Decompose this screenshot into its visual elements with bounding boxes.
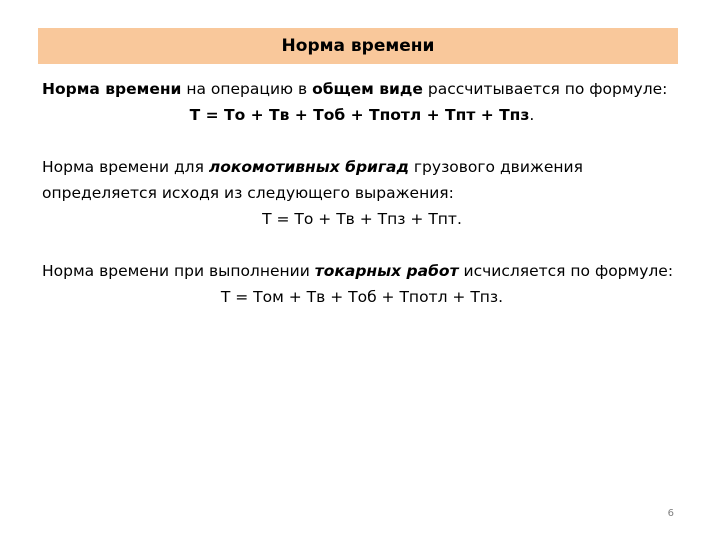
paragraph-general bbox=[42, 76, 682, 102]
term-general: общем виде bbox=[312, 80, 423, 98]
page-number: 6 bbox=[667, 508, 674, 519]
slide-content bbox=[42, 76, 682, 310]
text-segment: исчисляется по формуле: bbox=[458, 262, 674, 280]
formula-period: . bbox=[529, 106, 535, 124]
text-segment: Норма времени при выполнении bbox=[42, 262, 315, 280]
term-norm: Норма времени bbox=[42, 80, 182, 98]
spacer bbox=[42, 128, 682, 154]
page-title: Норма времени bbox=[281, 36, 435, 56]
formula-locomotive: Т = То + Тв + Тпз + Тпт. bbox=[262, 210, 462, 228]
formula-turning: Т = Том + Тв + Тоб + Тпотл + Тпз. bbox=[220, 288, 504, 306]
text-segment: грузового движения определяется исходя из следующего выражения: bbox=[42, 158, 583, 202]
paragraph-turning bbox=[42, 258, 682, 284]
formula-text: Т = То + Тв + Тоб + Тпотл + Тпт + Тпз bbox=[189, 106, 530, 124]
term-turning: токарных работ bbox=[314, 262, 459, 280]
paragraph-locomotive bbox=[42, 154, 682, 206]
text-segment: рассчитывается по формуле: bbox=[422, 80, 668, 98]
text-segment: Норма времени для bbox=[42, 158, 209, 176]
term-locomotive: локомотивных бригад bbox=[208, 158, 409, 176]
title-banner bbox=[38, 28, 678, 64]
formula-general bbox=[42, 102, 682, 128]
spacer bbox=[42, 232, 682, 258]
text-segment: на операцию в bbox=[181, 80, 313, 98]
